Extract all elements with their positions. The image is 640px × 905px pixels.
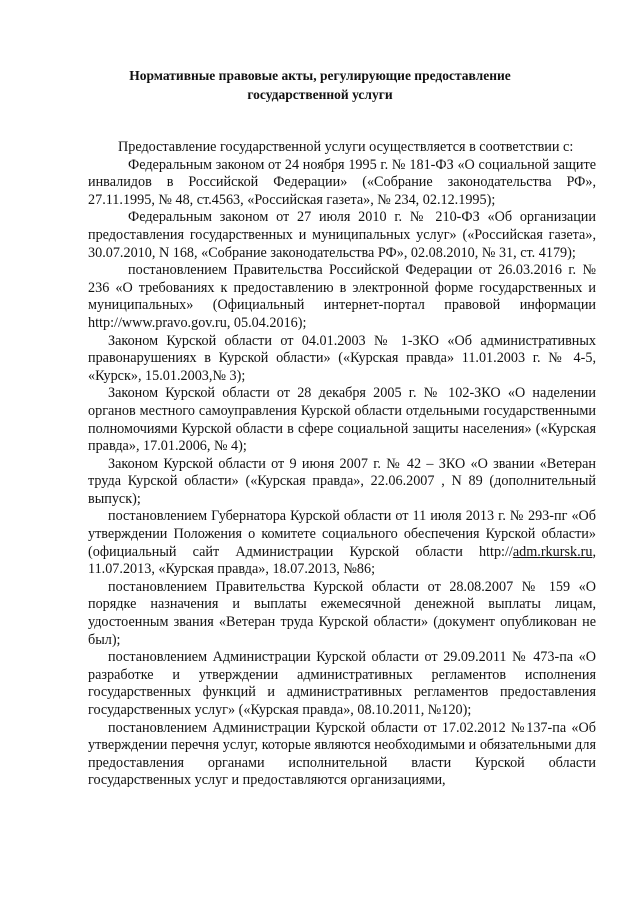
kursk-law-42-zko-paragraph: Законом Курской области от 9 июня 2007 г. № 42 – ЗКО «О звании «Ветеран труда Курской области» («Курская правда», 22.06.2007 , N 89 (дополнительный выпуск); bbox=[88, 455, 596, 507]
governor-decree-293-paragraph bbox=[88, 508, 596, 578]
intro-paragraph: Предоставление государственной услуги осуществляется в соответствии с: bbox=[118, 139, 574, 155]
kursk-law-102-zko-paragraph: Законом Курской области от 28 декабря 2005 г. № 102-ЗКО «О наделении органов местного самоуправления Курской области отдельными государственными полномочиями Курской области в сфере социальной защиты населения» («Курская правда», 17.01.2006, № 4); bbox=[88, 385, 596, 455]
kursk-administration-decree-137-paragraph: постановлением Администрации Курской области от 17.02.2012 №137-па «Об утверждении перечня услуг, которые являются необходимыми и обязательными для предоставления органами исполнительной власти Курской области государственных услуг и предоставляются организациями, bbox=[88, 719, 596, 789]
adm-rkursk-link[interactable]: adm.rkursk.ru bbox=[512, 543, 593, 560]
federal-law-210-paragraph: Федеральным законом от 27 июля 2010 г. № 210-ФЗ «Об организации предоставления государственных и муниципальных услуг» («Российская газета», 30.07.2010, N 168, «Собрание законодательства РФ», 02.08.2010, № 31, ст. 4179); bbox=[88, 209, 596, 261]
kursk-administration-decree-473-paragraph: постановлением Администрации Курской области от 29.09.2011 № 473-па «О разработке и утверждении административных регламентов исполнения государственных функций и административных регламентов предоставления государственных услуг» («Курская правда», 08.10.2011, №120); bbox=[88, 649, 596, 718]
page-title bbox=[90, 66, 550, 104]
page-title-line-1: Нормативные правовые акты, регулирующие предоставление bbox=[129, 68, 511, 83]
governor-decree-text-end: , 11.07.2013, «Курская правда», 18.07.2013, №86; bbox=[88, 543, 596, 578]
rf-government-decree-236-paragraph: постановлением Правительства Российской Федерации от 26.03.2016 г. № 236 «О требованиях к предоставлению в электронной форме государственных и муниципальных» (Официальный интернет-портал правовой информации http://www.pravo.gov.ru, 05.04.2016); bbox=[88, 262, 596, 331]
page-title-line-2: государственной услуги bbox=[247, 87, 393, 102]
governor-decree-text: постановлением Губернатора Курской области от 11 июля 2013 г. № 293-пг «Об утверждении Положения о комитете социального обеспечения Курской области» (официальный сайт Администрации Курской области http:// bbox=[88, 508, 596, 560]
kursk-government-decree-159-paragraph: постановлением Правительства Курской области от 28.08.2007 № 159 «О порядке назначения и выплаты ежемесячной денежной выплаты лицам, удостоенным звания «Ветеран труда Курской области» (документ опубликован не был); bbox=[88, 578, 596, 648]
federal-law-181-paragraph: Федеральным законом от 24 ноября 1995 г. № 181-ФЗ «О социальной защите инвалидов в Российской Федерации» («Собрание законодательства РФ», 27.11.1995, № 48, ст.4563, «Российская газета», № 234, 02.12.1995); bbox=[88, 156, 596, 208]
kursk-law-1-zko-paragraph: Законом Курской области от 04.01.2003 № 1-ЗКО «Об административных правонарушениях в Курской области» («Курская правда» 11.01.2003 г. № 4-5, «Курск», 15.01.2003,№ 3); bbox=[88, 332, 596, 384]
document-body bbox=[88, 139, 596, 790]
